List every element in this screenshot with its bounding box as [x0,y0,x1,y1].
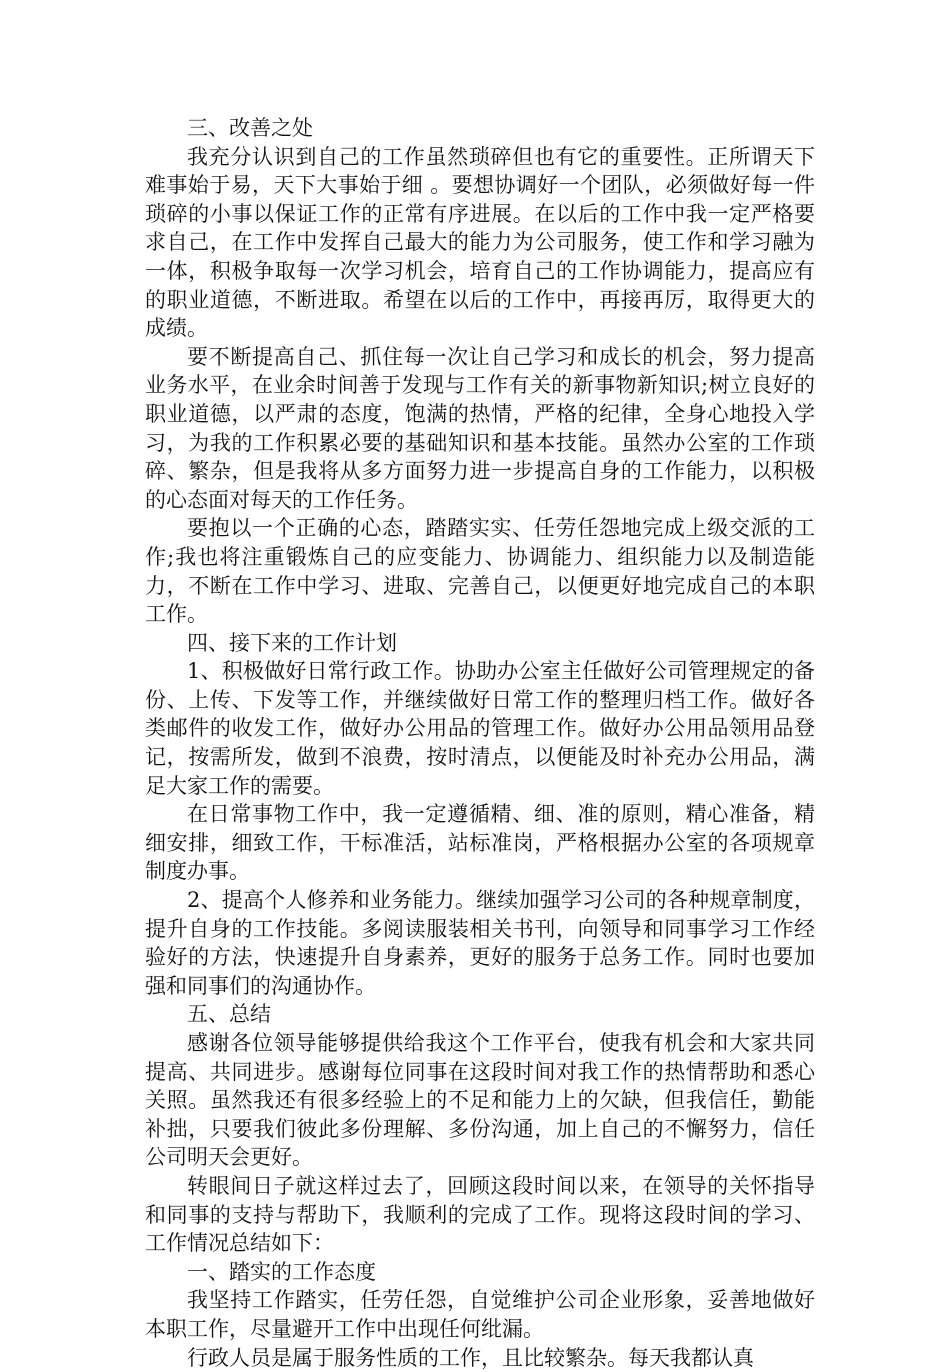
paragraph: 1、积极做好日常行政工作。协助办公室主任做好公司管理规定的备份、上传、下发等工作，并继续做好日常工作的整理归档工作。做好各类邮件的收发工作，做好办公用品的管理工作。做好办公用品领用品登记，按需所发，做到不浪费，按时清点，以便能及时补充办公用品，满足大家工作的需要。 [145,659,815,798]
paragraph: 感谢各位领导能够提供给我这个工作平台，使我有机会和大家共同提高、共同进步。感谢每位同事在这段时间对我工作的热情帮助和悉心关照。虽然我还有很多经验上的不足和能力上的欠缺，但我信任，勤能补拙，只要我们彼此多份理解、多份沟通，加上自己的不懈努力，信任公司明天会更好。 [145,1031,815,1170]
heading-summary: 五、总结 [187,1002,271,1027]
paragraph: 在日常事物工作中，我一定遵循精、细、准的原则，精心准备，精细安排，细致工作，干标准活，站标准岗，严格根据办公室的各项规章制度办事。 [145,802,815,884]
heading-work-attitude: 一、踏实的工作态度 [187,1259,376,1284]
heading-improvements: 三、改善之处 [187,116,313,140]
paragraph: 要抱以一个正确的心态，踏踏实实、任劳任怨地完成上级交派的工作;我也将注重锻炼自己的应变能力、协调能力、组织能力以及制造能力，不断在工作中学习、进取、完善自己，以便更好地完成自己的本职工作。 [145,516,815,627]
heading-work-plan: 四、接下来的工作计划 [187,630,397,655]
paragraph: 我充分认识到自己的工作虽然琐碎但也有它的重要性。正所谓天下难事始于易，天下大事始于细 。要想协调好一个团队，必须做好每一件琐碎的小事以保证工作的正常有序进展。在以后的工作中我一定严格要求自己，在工作中发挥自己最大的能力为公司服务，使工作和学习融为一体，积极争取每一次学习机会，培育自己的工作协调能力，提高应有的职业道德，不断进取。希望在以后的工作中，再接再厉，取得更大的成绩。 [145,144,815,341]
paragraph: 2、提高个人修养和业务能力。继续加强学习公司的各种规章制度，提升自身的工作技能。多阅读服装相关书刊，向领导和同事学习工作经验好的方法，快速提升自身素养，更好的服务于总务工作。同时也要加强和同事们的沟通协作。 [145,888,815,998]
document-body [145,114,815,1372]
paragraph: 转眼间日子就这样过去了，回顾这段时间以来，在领导的关怀指导和同事的支持与帮助下，我顺利的完成了工作。现将这段时间的学习、工作情况总结如下： [145,1173,815,1256]
paragraph: 行政人员是属于服务性质的工作，且比较繁杂。每天我都认真 [187,1345,754,1370]
paragraph: 我坚持工作踏实，任劳任怨，自觉维护公司企业形象，妥善地做好本职工作，尽量避开工作中出现任何纰漏。 [145,1288,815,1341]
paragraph: 要不断提高自己、抓住每一次让自己学习和成长的机会，努力提高业务水平，在业余时间善于发现与工作有关的新事物新知识;树立良好的职业道德，以严肃的态度，饱满的热情，严格的纪律，全身心地投入学习，为我的工作积累必要的基础知识和基本技能。虽然办公室的工作琐碎、繁杂，但是我将从多方面努力进一步提高自身的工作能力，以积极的心态面对每天的工作任务。 [145,344,815,512]
